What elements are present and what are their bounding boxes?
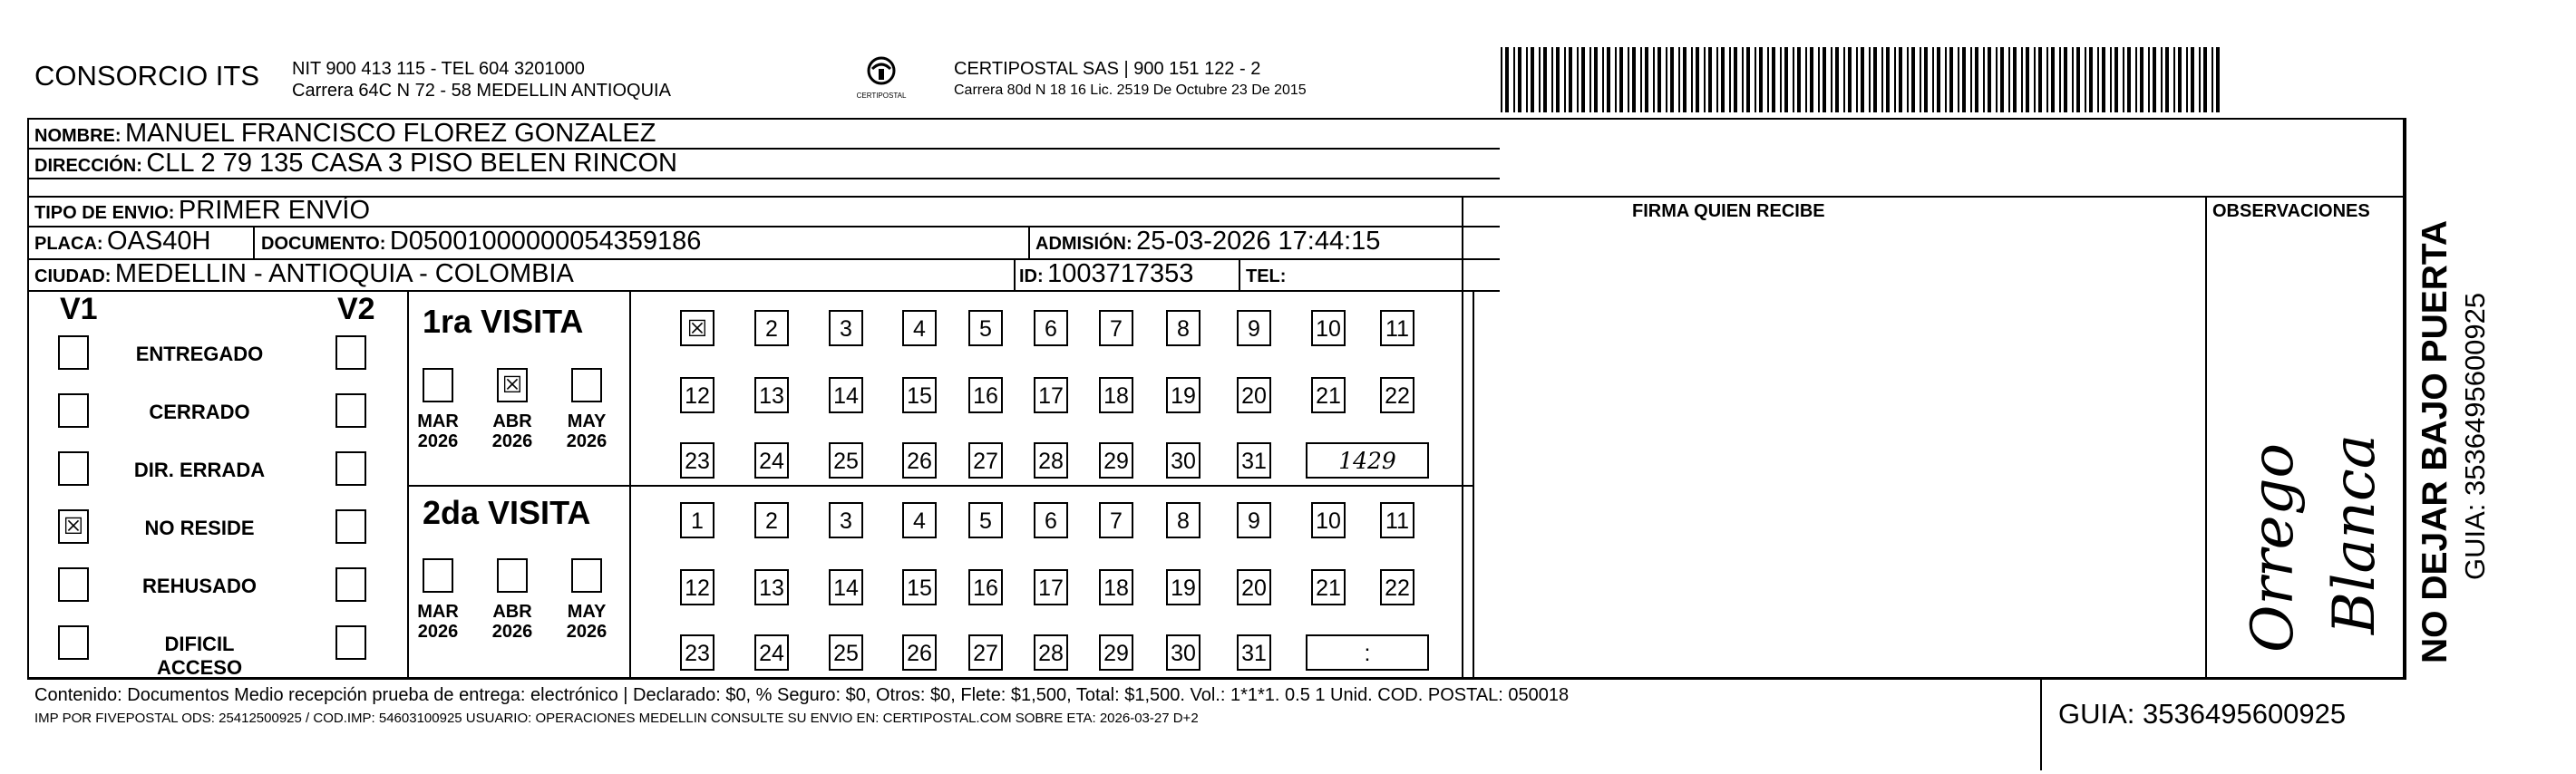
barcode-bar [2097,47,2099,112]
month-label [490,411,535,451]
barcode-bar [2089,47,2093,112]
side-guia: GUIA: 3536495600925 [2459,292,2491,580]
month-year: 2026 [491,431,533,451]
barcode-bar [1856,47,1858,112]
month-label [415,411,461,451]
tel-label: TEL: [1246,266,1287,286]
month-checkbox[interactable] [571,368,602,402]
barcode-bar [1602,47,1604,112]
second-day-22[interactable]: 22 [1380,569,1414,605]
barcode-bar [2216,47,2220,112]
first-day-21[interactable]: 21 [1311,377,1346,413]
month-checkbox[interactable] [423,368,453,402]
second-day-25[interactable]: 25 [829,634,863,671]
barcode-bar [1920,47,1921,112]
first-visit-title: 1ra VISITA [423,303,584,340]
barcode-bar [1539,47,1541,112]
barcode-bar [1640,47,1642,112]
barcode-bar [1755,47,1756,112]
v1-header: V1 [60,292,98,326]
barcode-bar [1797,47,1801,112]
barcode-bar [1564,47,1566,112]
barcode-bar [1505,47,1509,112]
barcode-bar [1501,47,1502,112]
second-day-8[interactable]: 8 [1166,502,1201,538]
first-day-9[interactable]: 9 [1237,310,1271,346]
barcode-bar [1734,47,1737,112]
second-day-26[interactable]: 26 [902,634,937,671]
nombre-label: NOMBRE: [34,126,122,146]
admision-value: 25-03-2026 17:44:15 [1136,227,1381,256]
logo-text: CERTIPOSTAL [856,92,907,100]
barcode-bar [1873,47,1877,112]
second-day-24[interactable]: 24 [754,634,789,671]
first-day-23[interactable]: 23 [680,442,714,479]
barcode-bar [2051,47,2055,112]
barcode [1501,47,2226,112]
barcode-bar [2191,47,2194,112]
barcode-bar [1848,47,1852,112]
month-name: MAR [417,411,459,431]
v1-checkbox[interactable] [58,451,89,486]
second-day-19[interactable]: 19 [1166,569,1201,605]
barcode-bar [1526,47,1528,112]
barcode-bar [2211,47,2213,112]
barcode-bar [2034,47,2036,112]
barcode-bar [1670,47,1674,112]
barcode-bar [1988,47,1991,112]
footer-imp: IMP POR FIVEPOSTAL ODS: 25412500925 / COD.IMP: 54603100925 USUARIO: OPERACIONES MEDELLIN CONSULTE SU ENVIO EN: CERTIPOSTAL.COM SOBRE ETA: 2026-03-27 D+2 [34,711,1199,726]
second-day-14[interactable]: 14 [829,569,863,605]
v1-checkbox[interactable] [58,567,89,602]
address-line: Carrera 64C N 72 - 58 MEDELLIN ANTIOQUIA [292,81,671,101]
barcode-bar [1823,47,1826,112]
second-day-17[interactable]: 17 [1034,569,1068,605]
row-placa [34,227,210,256]
tel-field [1246,259,1286,289]
barcode-bar [1632,47,1636,112]
barcode-bar [1577,47,1579,112]
month-name: ABR [492,411,532,431]
second-day-6[interactable]: 6 [1034,502,1068,538]
month-name: MAR [417,602,459,622]
barcode-bar [1729,47,1731,112]
barcode-bar [1666,47,1667,112]
barcode-bar [1607,47,1610,112]
first-day-20[interactable]: 20 [1237,377,1271,413]
v2-checkbox[interactable] [335,335,366,370]
certipostal-info [954,58,1307,102]
barcode-bar [1932,47,1934,112]
ciudad-label: CIUDAD: [34,266,112,286]
barcode-bar [1551,47,1553,112]
first-day-31[interactable]: 31 [1237,442,1271,479]
barcode-bar [1696,47,1699,112]
nombre-value: MANUEL FRANCISCO FLOREZ GONZALEZ [125,119,656,148]
month-year: 2026 [417,431,459,451]
barcode-bar [1615,47,1617,112]
month-label [564,411,609,451]
barcode-bar [1983,47,1985,112]
v2-header: V2 [337,292,375,326]
v1-checkbox[interactable]: ☒ [58,509,89,544]
barcode-bar [1869,47,1871,112]
v2-checkbox[interactable] [335,451,366,486]
barcode-bar [1970,47,1972,112]
barcode-bar [1518,47,1521,112]
barcode-bar [1937,47,1940,112]
barcode-bar [2064,47,2067,112]
second-day-20[interactable]: 20 [1237,569,1271,605]
no-dejar-notice: NO DEJAR BAJO PUERTA [2416,219,2454,663]
second-day-11[interactable]: 11 [1380,502,1414,538]
barcode-bar [1899,47,1902,112]
row-nombre [34,119,656,149]
first-day-29[interactable]: 29 [1099,442,1133,479]
second-day-21[interactable]: 21 [1311,569,1346,605]
second-day-5[interactable]: 5 [968,502,1003,538]
placa-label: PLACA: [34,234,103,254]
barcode-bar [1653,47,1655,112]
barcode-bar [2199,47,2201,112]
second-day-9[interactable]: 9 [1237,502,1271,538]
company-name: CONSORCIO ITS [34,60,260,92]
first-day-27[interactable]: 27 [968,442,1003,479]
id-value: 1003717353 [1047,259,1194,288]
barcode-bar [1831,47,1832,112]
barcode-bar [1645,47,1648,112]
second-day-10[interactable]: 10 [1311,502,1346,538]
barcode-bar [2026,47,2029,112]
first-day-4[interactable]: 4 [902,310,937,346]
barcode-bar [1949,47,1953,112]
month-checkbox[interactable]: ☒ [497,368,528,402]
barcode-bar [1716,47,1718,112]
barcode-bar [1543,47,1547,112]
v1-checkbox[interactable] [58,393,89,428]
month-year: 2026 [566,431,608,451]
barcode-bar [2178,47,2182,112]
tipo-value: PRIMER ENVÍO [178,196,371,225]
second-visit-title: 2da VISITA [423,494,591,531]
barcode-bar [2123,47,2124,112]
second-time-box[interactable]: : [1306,634,1429,671]
barcode-bar [2135,47,2137,112]
first-day-13[interactable]: 13 [754,377,789,413]
v1-checkbox[interactable] [58,625,89,660]
barcode-bar [2148,47,2150,112]
barcode-bar [1793,47,1794,112]
barcode-bar [1886,47,1890,112]
v2-checkbox[interactable] [335,509,366,544]
v2-checkbox[interactable] [335,393,366,428]
barcode-bar [1594,47,1598,112]
barcode-bar [2021,47,2023,112]
documento-value: D05001000000054359186 [389,227,702,256]
admision-field [1035,227,1380,256]
barcode-bar [1708,47,1712,112]
barcode-bar [2059,47,2061,112]
barcode-bar [1907,47,1909,112]
status-label: REHUSADO [142,575,257,597]
month-checkbox[interactable] [571,558,602,593]
barcode-bar [1531,47,1534,112]
barcode-bar [2072,47,2074,112]
firma-header: FIRMA QUIEN RECIBE [1632,201,1825,221]
cert-line: CERTIPOSTAL SAS | 900 151 122 - 2 [954,59,1261,79]
barcode-bar [2127,47,2131,112]
nit-line: NIT 900 413 115 - TEL 604 3201000 [292,59,585,79]
barcode-bar [1513,47,1515,112]
month-checkbox[interactable] [497,558,528,593]
first-day-14[interactable]: 14 [829,377,863,413]
footer-contenido: Contenido: Documentos Medio recepción prueba de entrega: electrónico | Declarado: $0, % Seguro: $0, Otros: $0, Flete: $1,500, Total: $1,500. Vol.: 1*1*1. 0.5 1 Unid. COD. POSTAL: 050018 [34,685,1570,705]
status-label: DIFICIL ACCESO [156,633,243,679]
barcode-bar [2000,47,2004,112]
month-label [490,602,535,642]
barcode-bar [1746,47,1750,112]
barcode-bar [2008,47,2010,112]
month-label [564,602,609,642]
barcode-bar [1628,47,1629,112]
first-day-18[interactable]: 18 [1099,377,1133,413]
first-day-24[interactable]: 24 [754,442,789,479]
barcode-bar [1742,47,1744,112]
direccion-value: CLL 2 79 135 CASA 3 PISO BELEN RINCON [146,149,677,178]
second-day-28[interactable]: 28 [1034,634,1068,671]
direccion-label: DIRECCIÓN: [34,156,142,176]
barcode-bar [2140,47,2143,112]
id-field [1019,259,1193,289]
first-day-30[interactable]: 30 [1166,442,1201,479]
first-day-16[interactable]: 16 [968,377,1003,413]
barcode-bar [1810,47,1813,112]
barcode-bar [1894,47,1896,112]
placa-value: OAS40H [107,227,211,256]
v2-checkbox[interactable] [335,567,366,602]
first-day-5[interactable]: 5 [968,310,1003,346]
barcode-bar [1581,47,1585,112]
barcode-bar [1835,47,1839,112]
documento-field [261,227,701,256]
admision-label: ADMISIÓN: [1035,234,1132,254]
barcode-bar [2013,47,2017,112]
barcode-bar [1924,47,1928,112]
handwritten-observation-line1: Orrego [2240,442,2307,653]
barcode-bar [2114,47,2118,112]
second-day-29[interactable]: 29 [1099,634,1133,671]
barcode-bar [1843,47,1845,112]
barcode-bar [2165,47,2169,112]
barcode-bar [1780,47,1782,112]
status-label: NO RESIDE [144,517,255,539]
observaciones-header: OBSERVACIONES [2212,201,2370,221]
barcode-bar [2085,47,2086,112]
second-day-12[interactable]: 12 [680,569,714,605]
first-day-10[interactable]: 10 [1311,310,1346,346]
footer-guia: GUIA: 3536495600925 [2058,698,2347,730]
first-day-3[interactable]: 3 [829,310,863,346]
month-label [415,602,461,642]
row-direccion [34,149,677,179]
second-day-31[interactable]: 31 [1237,634,1271,671]
second-day-3[interactable]: 3 [829,502,863,538]
first-day-12[interactable]: 12 [680,377,714,413]
certipostal-logo [854,53,909,103]
second-day-7[interactable]: 7 [1099,502,1133,538]
barcode-bar [1818,47,1820,112]
second-day-30[interactable]: 30 [1166,634,1201,671]
barcode-bar [2161,47,2163,112]
barcode-bar [2038,47,2042,112]
id-label: ID: [1019,266,1044,286]
form-table [27,118,2405,680]
row-tipo [34,196,370,226]
second-day-2[interactable]: 2 [754,502,789,538]
second-day-13[interactable]: 13 [754,569,789,605]
barcode-bar [1556,47,1560,112]
barcode-bar [1767,47,1769,112]
first-day-26[interactable]: 26 [902,442,937,479]
first-day-15[interactable]: 15 [902,377,937,413]
month-year: 2026 [566,622,608,642]
barcode-bar [1805,47,1807,112]
first-day-19[interactable]: 19 [1166,377,1201,413]
barcode-bar [1962,47,1966,112]
status-label: DIR. ERRADA [133,459,266,481]
barcode-bar [1958,47,1959,112]
month-checkbox[interactable] [423,558,453,593]
barcode-bar [2186,47,2188,112]
barcode-bar [1678,47,1680,112]
second-day-1[interactable]: 1 [680,502,714,538]
company-nit [292,58,671,102]
month-name: MAY [567,602,607,622]
barcode-bar [1704,47,1706,112]
status-label: ENTREGADO [135,343,264,365]
first-day-6[interactable]: 6 [1034,310,1068,346]
status-label: CERRADO [149,401,250,423]
barcode-bar [1784,47,1788,112]
second-day-15[interactable]: 15 [902,569,937,605]
first-day-17[interactable]: 17 [1034,377,1068,413]
barcode-bar [2173,47,2175,112]
barcode-bar [1911,47,1915,112]
first-day-22[interactable]: 22 [1380,377,1414,413]
handwritten-observation-line2: Blanca [2321,434,2388,634]
barcode-bar [1569,47,1572,112]
barcode-bar [1691,47,1693,112]
second-day-16[interactable]: 16 [968,569,1003,605]
barcode-bar [2102,47,2105,112]
month-year: 2026 [491,622,533,642]
tipo-label: TIPO DE ENVIO: [34,203,175,223]
barcode-bar [2110,47,2112,112]
second-day-27[interactable]: 27 [968,634,1003,671]
month-name: ABR [492,602,532,622]
second-day-18[interactable]: 18 [1099,569,1133,605]
first-day-25[interactable]: 25 [829,442,863,479]
barcode-bar [1589,47,1591,112]
documento-label: DOCUMENTO: [261,234,386,254]
first-day-11[interactable]: 11 [1380,310,1414,346]
barcode-bar [1881,47,1883,112]
barcode-bar [2076,47,2080,112]
cert-address: Carrera 80d N 18 16 Lic. 2519 De Octubre 23 De 2015 [954,82,1307,98]
barcode-bar [1772,47,1775,112]
first-time-box[interactable]: 1429 [1306,442,1429,479]
barcode-bar [2203,47,2207,112]
first-day-7[interactable]: 7 [1099,310,1133,346]
first-day-1[interactable]: ☒ [680,310,714,346]
barcode-bar [1975,47,1978,112]
month-name: MAY [567,411,607,431]
barcode-bar [1683,47,1687,112]
barcode-bar [1721,47,1725,112]
barcode-bar [1861,47,1864,112]
barcode-bar [1657,47,1661,112]
ciudad-value: MEDELLIN - ANTIOQUIA - COLOMBIA [114,259,574,288]
month-year: 2026 [417,622,459,642]
first-day-8[interactable]: 8 [1166,310,1201,346]
second-day-23[interactable]: 23 [680,634,714,671]
barcode-bar [2046,47,2048,112]
v1-checkbox[interactable] [58,335,89,370]
barcode-bar [2153,47,2156,112]
v2-checkbox[interactable] [335,625,366,660]
barcode-bar [1759,47,1763,112]
row-ciudad [34,259,574,289]
barcode-bar [1945,47,1947,112]
first-day-2[interactable]: 2 [754,310,789,346]
barcode-bar [1619,47,1623,112]
second-day-4[interactable]: 4 [902,502,937,538]
first-day-28[interactable]: 28 [1034,442,1068,479]
barcode-bar [1996,47,1998,112]
